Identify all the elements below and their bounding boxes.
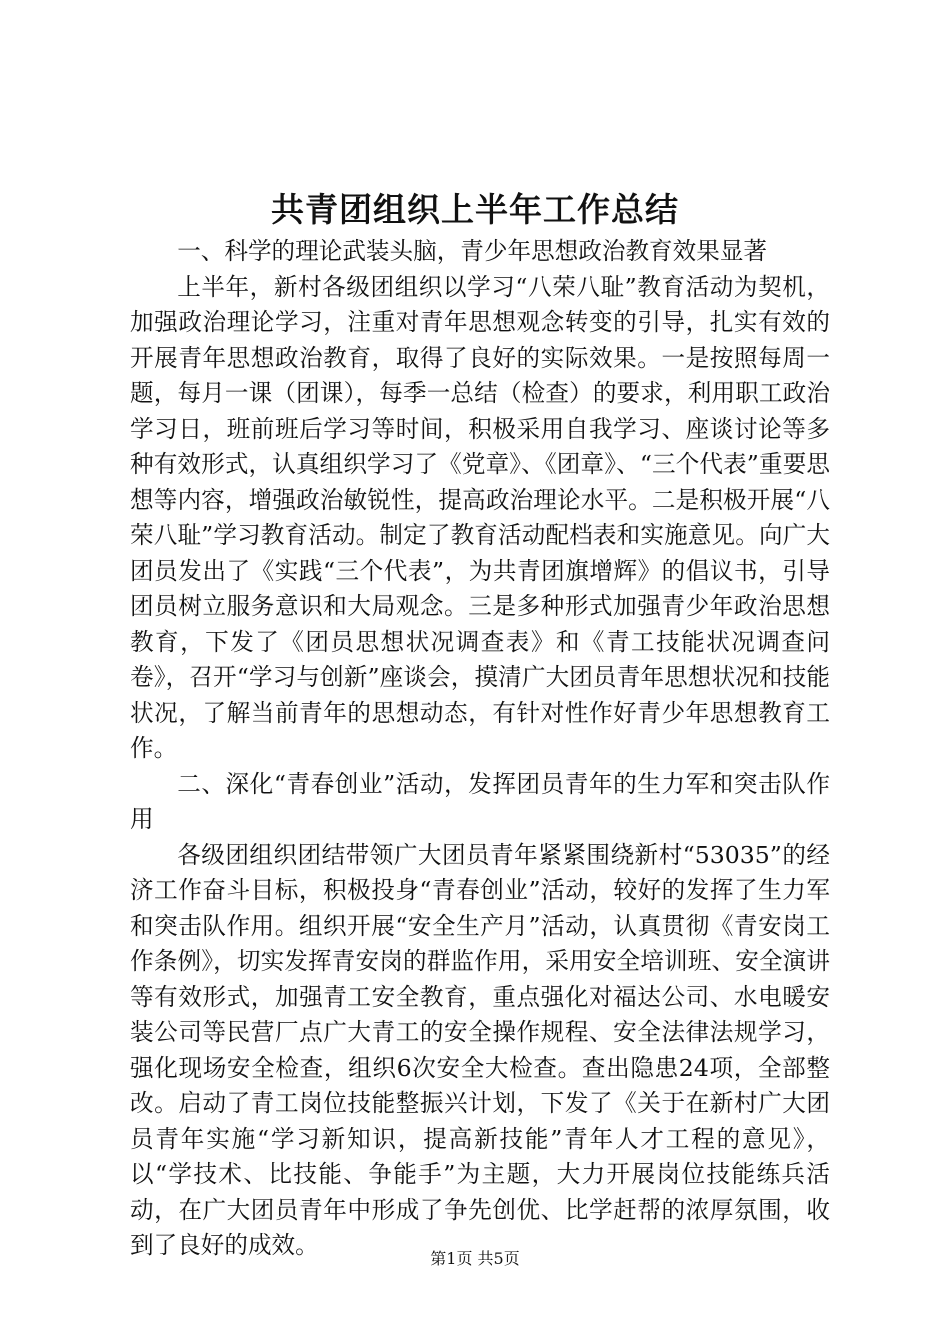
paragraph-1: 上半年，新村各级团组织以学习“八荣八耻”教育活动为契机，加强政治理论学习，注重对青年思想观念转变的引导，扎实有效的开展青年思想政治教育，取得了良好的实际效果。一是按照每周一题，每月一课（团课），每季一总结（检查）的要求，利用职工政治学习日，班前班后学习等时间，积极采用自我学习、座谈讨论等多种有效形式，认真组织学习了《党章》、《团章》、“三个代表”重要思想等内容，增强政治敏锐性，提高政治理论水平。二是积极开展“八荣八耻”学习教育活动。制定了教育活动配档表和实施意见。向广大团员发出了《实践“三个代表”，为共青团旗增辉》的倡议书，引导团员树立服务意识和大局观念。三是多种形式加强青少年政治思想教育，下发了《团员思想状况调查表》和《青工技能状况调查问卷》，召开“学习与创新”座谈会，摸清广大团员青年思想状况和技能状况，了解当前青年的思想动态，有针对性作好青少年思想教育工作。	[130, 272, 830, 762]
paragraph-2: 各级团组织团结带领广大团员青年紧紧围绕新村“53035”的经济工作奋斗目标，积极投身“青春创业”活动，较好的发挥了生力军和突击队作用。组织开展“安全生产月”活动，认真贯彻《青安岗工作条例》，切实发挥青安岗的群监作用，采用安全培训班、安全演讲等有效形式，加强青工安全教育，重点强化对福达公司、水电暖安装公司等民营厂点广大青工的安全操作规程、安全法律法规学习，强化现场安全检查，组织6次安全大检查。查出隐患24项，全部整改。启动了青工岗位技能整振兴计划，下发了《关于在新村广大团员青年实施“学习新知识，提高新技能”青年人才工程的意见》，以“学技术、比技能、争能手”为主题，大力开展岗位技能练兵活动，在广大团员青年中形成了争先创优、比学赶帮的浓厚氛围，收到了良好的成效。	[130, 840, 830, 1259]
document-body	[130, 234, 830, 1264]
section-heading-1: 一、科学的理论武装头脑，青少年思想政治教育效果显著	[177, 237, 768, 265]
page-number-footer: 第1页 共5页	[430, 1249, 520, 1268]
section-heading-2: 二、深化“青春创业”活动，发挥团员青年的生力军和突击队作用	[130, 769, 830, 833]
page-title: 共青团组织上半年工作总结	[271, 190, 679, 229]
